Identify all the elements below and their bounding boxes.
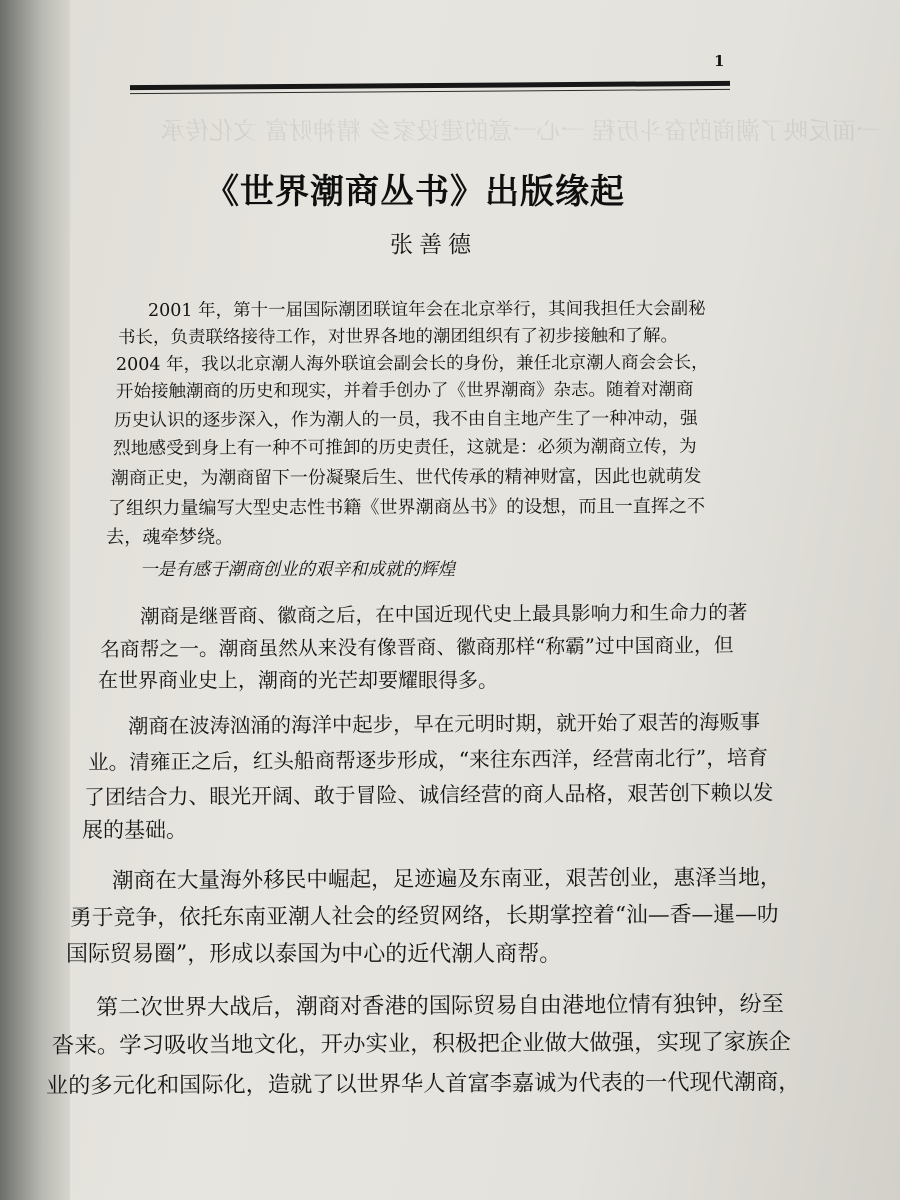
paragraph-line: 烈地感受到身上有一种不可推卸的历史责任，这就是：必须为潮商立传，为 [112, 436, 697, 460]
paragraph-line: 第二次世界大战后，潮商对香港的国际贸易自由港地位情有独钟，纷至 [95, 991, 784, 1021]
paragraph-line: 名商帮之一。潮商虽然从来没有像晋商、徽商那样“称霸”过中国商业，但 [99, 633, 734, 662]
section-heading: 一是有感于潮商创业的艰辛和成就的辉煌 [140, 560, 455, 580]
paragraph-line: 了组织力量编写大型史志性书籍《世界潮商丛书》的设想，而且一直挥之不 [107, 495, 706, 520]
author-name: 张善德 [390, 232, 477, 258]
paragraph-line: 2004 年，我以北京潮人海外联谊会副会长的身份，兼任北京潮人商会会长， [115, 352, 709, 376]
paragraph-line: 业的多元化和国际化，造就了以世界华人首富李嘉诚为代表的一代现代潮商， [45, 1069, 801, 1099]
paragraph-line: 潮商正史，为潮商留下一份凝聚后生、世代传承的精神财富，因此也就萌发 [110, 465, 702, 490]
show-through-text: 一面反映了潮商的奋斗历程 一心一意的建设家乡 精神财富 文化传承 [161, 117, 880, 145]
paragraph-line: 展的基础。 [82, 818, 187, 842]
page-title: 《世界潮商丛书》出版缘起 [205, 172, 625, 212]
paragraph-line: 开始接触潮商的历史和现实，并着手创办了《世界潮商》杂志。随着对潮商 [115, 379, 694, 403]
paragraph-line: 潮商在大量海外移民中崛起，足迹遍及东南亚，艰苦创业，惠泽当地， [111, 865, 782, 894]
paragraph-line: 2001 年，第十一届国际潮团联谊年会在北京举行，其间我担任大会副秘 [147, 299, 706, 321]
paragraph-line: 去，魂牵梦绕。 [106, 527, 234, 548]
page-gutter-shadow [0, 0, 70, 1200]
paragraph-line: 潮商是继晋商、徽商之后，在中国近现代史上最具影响力和生命力的著 [139, 600, 748, 629]
paragraph-line: 了团结合力、眼光开阔、敢于冒险、诚信经营的商人品格，艰苦创下赖以发 [83, 780, 774, 810]
paragraph-line: 历史认识的逐步深入，作为潮人的一员，我不由自主地产生了一种冲动，强 [113, 408, 698, 432]
paragraph-line: 潮商在波涛汹涌的海洋中起步，早在元明时期，就开始了艰苦的海贩事 [127, 709, 761, 739]
paragraph-line: 书长，负责联络接待工作，对世界各地的潮团组织有了初步接触和了解。 [117, 326, 679, 348]
paragraph-line: 业。清雍正之后，红头船商帮逐步形成，“来往东西洋，经营南北行”，培育 [87, 745, 769, 775]
paragraph-line: 在世界商业史上，潮商的光芒却要耀眼得多。 [98, 668, 498, 692]
header-rule-thin [130, 89, 730, 94]
page-number: 1 [714, 52, 725, 70]
paragraph-line: 国际贸易圈”，形成以泰国为中心的近代潮人商帮。 [66, 942, 562, 967]
paragraph-line: 沓来。学习吸收当地文化，开办实业，积极把企业做大做强，实现了家族企 [51, 1029, 791, 1059]
paragraph-line: 勇于竞争，依托东南亚潮人社会的经贸网络，长期掌控着“汕—香—暹—叻 [69, 902, 779, 931]
